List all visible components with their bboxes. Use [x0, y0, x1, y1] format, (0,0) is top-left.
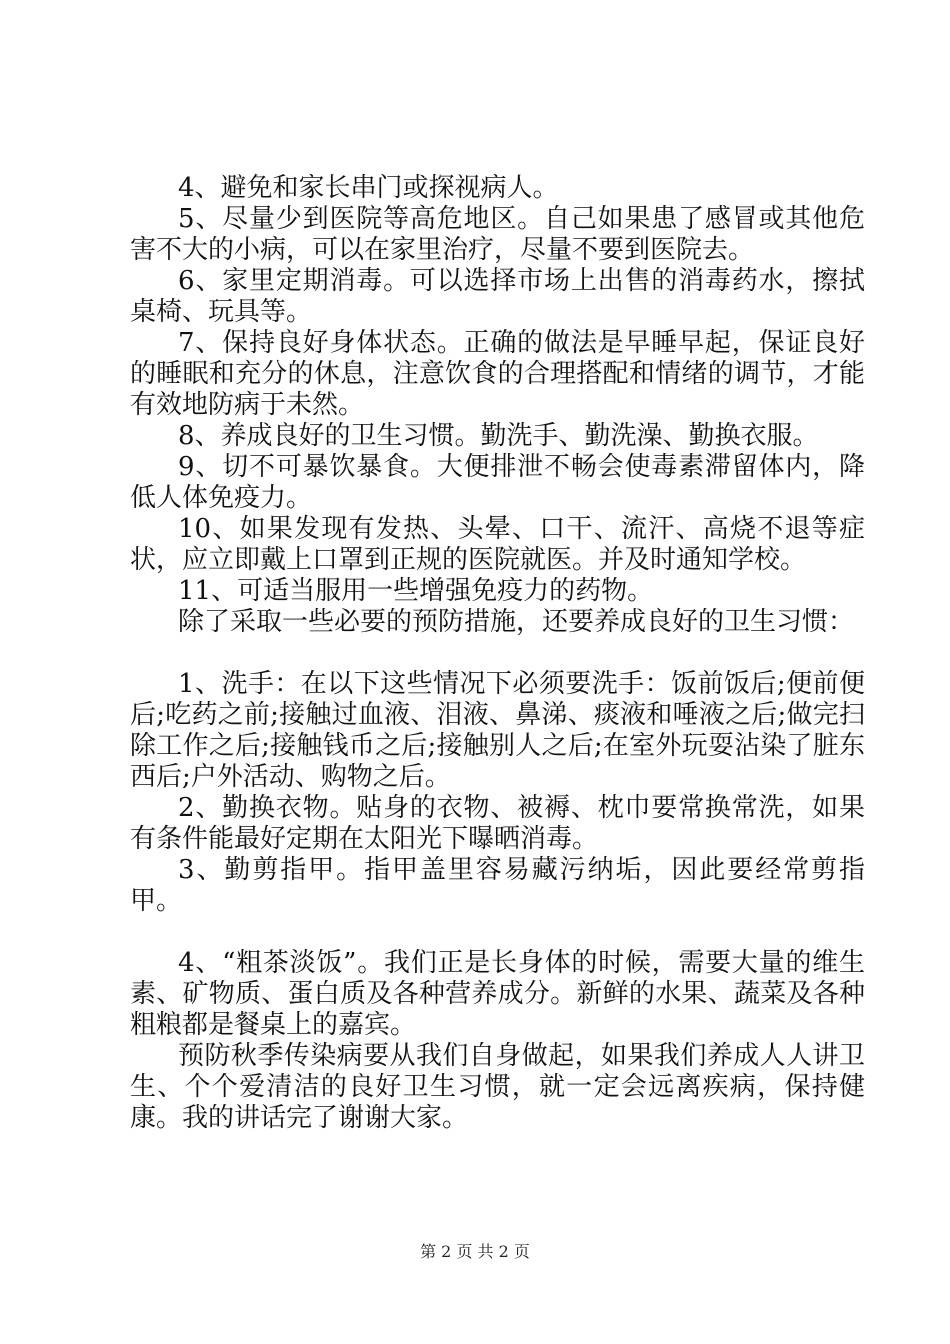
paragraph-item-8-hygiene: 8、养成良好的卫生习惯。勤洗手、勤洗澡、勤换衣服。: [178, 421, 819, 451]
paragraph-item-10-symptoms: 10、如果发现有发热、头晕、口干、流汗、高烧不退等症状，应立即戴上口罩到正规的医院就医。并及时通知学校。: [130, 514, 865, 575]
paragraph-item-9-diet: 9、切不可暴饮暴食。大便排泄不畅会使毒素滞留体内，降低人体免疫力。: [130, 452, 865, 513]
document-body: [130, 173, 865, 1134]
paragraph-habits-intro: 除了采取一些必要的预防措施，还要养成良好的卫生习惯：: [178, 607, 855, 637]
paragraph-item-4-avoid-visits: 4、避免和家长串门或探视病人。: [178, 173, 559, 203]
paragraph-item-6-disinfect: 6、家里定期消毒。可以选择市场上出售的消毒药水，擦拭桌椅、玩具等。: [130, 266, 865, 327]
paragraph-habit-2-change-clothes: 2、勤换衣物。贴身的衣物、被褥、枕巾要常换常洗，如果有条件能最好定期在太阳光下曝晒消毒。: [130, 793, 865, 854]
paragraph-item-11-medicine: 11、可适当服用一些增强免疫力的药物。: [178, 576, 654, 606]
paragraph-conclusion: 预防秋季传染病要从我们自身做起，如果我们养成人人讲卫生、个个爱清洁的良好卫生习惯，就一定会远离疾病，保持健康。我的讲话完了谢谢大家。: [130, 1041, 865, 1133]
page-number-footer: 第 2 页 共 2 页: [420, 1242, 530, 1261]
paragraph-habit-1-wash-hands: 1、洗手：在以下这些情况下必须要洗手：饭前饭后;便前便后;吃药之前;接触过血液、泪液、鼻涕、痰液和唾液之后;做完扫除工作之后;接触钱币之后;接触别人之后;在室外玩耍沾染了脏东西后;户外活动、购物之后。: [130, 669, 865, 792]
paragraph-habit-4-simple-food: 4、“粗茶淡饭”。我们正是长身体的时候，需要大量的维生素、矿物质、蛋白质及各种营养成分。新鲜的水果、蔬菜及各种粗粮都是餐桌上的嘉宾。: [130, 948, 865, 1040]
paragraph-spacer: [130, 917, 865, 948]
paragraph-item-7-good-condition: 7、保持良好身体状态。正确的做法是早睡早起，保证良好的睡眠和充分的休息，注意饮食的合理搭配和情绪的调节，才能有效地防病于未然。: [130, 328, 865, 420]
paragraph-habit-3-trim-nails: 3、勤剪指甲。指甲盖里容易藏污纳垢，因此要经常剪指甲。: [130, 855, 865, 916]
paragraph-item-5-avoid-hospitals: 5、尽量少到医院等高危地区。自己如果患了感冒或其他危害不大的小病，可以在家里治疗，尽量不要到医院去。: [130, 204, 865, 265]
paragraph-spacer: [130, 638, 865, 669]
